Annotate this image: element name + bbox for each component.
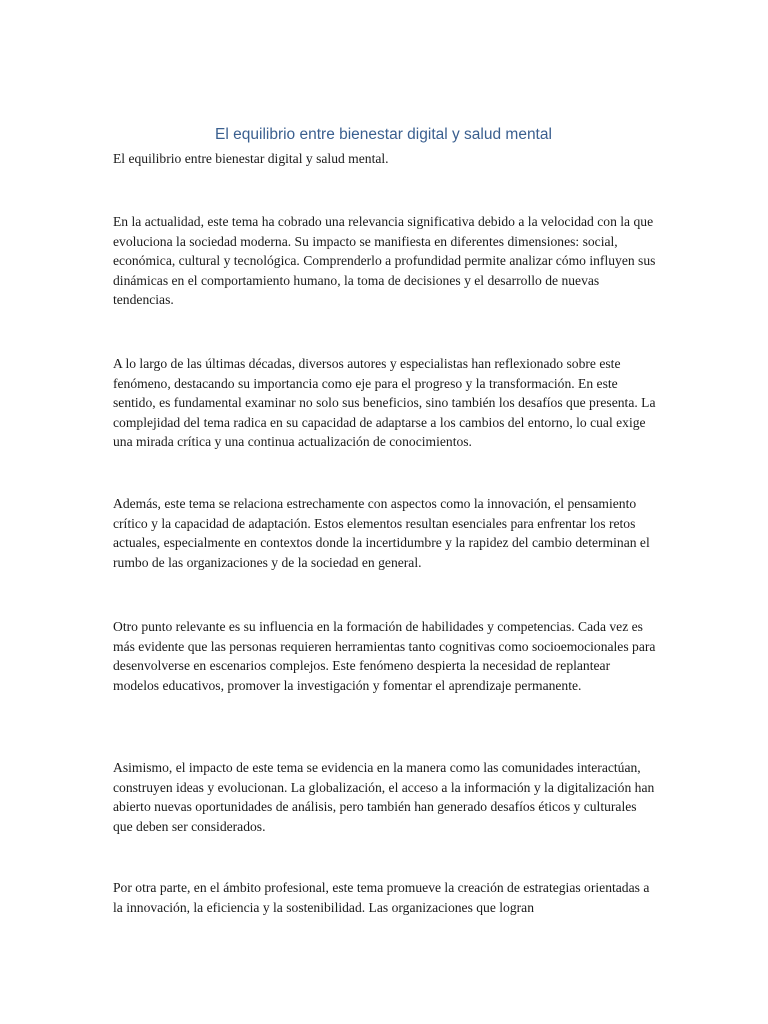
document-subtitle: El equilibrio entre bienestar digital y salud mental. <box>113 151 389 166</box>
paragraph: A lo largo de las últimas décadas, diversos autores y especialistas han reflexionado sobre este fenómeno, destacando su importancia como eje para el progreso y la transformación. En este sentido, es fundamental examinar no solo sus beneficios, sino también los desafíos que presenta. La complejidad del tema radica en su capacidad de adaptarse a los cambios del entorno, lo cual exige una mirada crítica y una continua actualización de conocimientos. <box>113 356 656 450</box>
paragraph: Además, este tema se relaciona estrechamente con aspectos como la innovación, el pensamiento crítico y la capacidad de adaptación. Estos elementos resultan esenciales para enfrentar los retos actuales, especialmente en contextos donde la incertidumbre y la rapidez del cambio determinan el rumbo de las organizaciones y de la sociedad en general. <box>113 496 650 570</box>
paragraph: Asimismo, el impacto de este tema se evidencia en la manera como las comunidades interactúan, construyen ideas y evolucionan. La globalización, el acceso a la información y la digitalización han abierto nuevas oportunidades de análisis, pero también han generado desafíos éticos y culturales que deben ser considerados. <box>113 760 655 834</box>
document-title: El equilibrio entre bienestar digital y salud mental <box>215 126 552 143</box>
paragraph: En la actualidad, este tema ha cobrado una relevancia significativa debido a la velocidad con la que evoluciona la sociedad moderna. Su impacto se manifiesta en diferentes dimensiones: social, económica, cultural y tecnológica. Comprenderlo a profundidad permite analizar cómo influyen sus dinámicas en el comportamiento humano, la toma de decisiones y el desarrollo de nuevas tendencias. <box>113 214 656 308</box>
paragraph: Por otra parte, en el ámbito profesional, este tema promueve la creación de estrategias orientadas a la innovación, la eficiencia y la sostenibilidad. Las organizaciones que logran <box>113 880 650 915</box>
paragraph: Otro punto relevante es su influencia en la formación de habilidades y competencias. Cada vez es más evidente que las personas requieren herramientas tanto cognitivas como socioemocionales para desenvolverse en escenarios complejos. Este fenómeno despierta la necesidad de replantear modelos educativos, promover la investigación y fomentar el aprendizaje permanente. <box>113 619 656 693</box>
